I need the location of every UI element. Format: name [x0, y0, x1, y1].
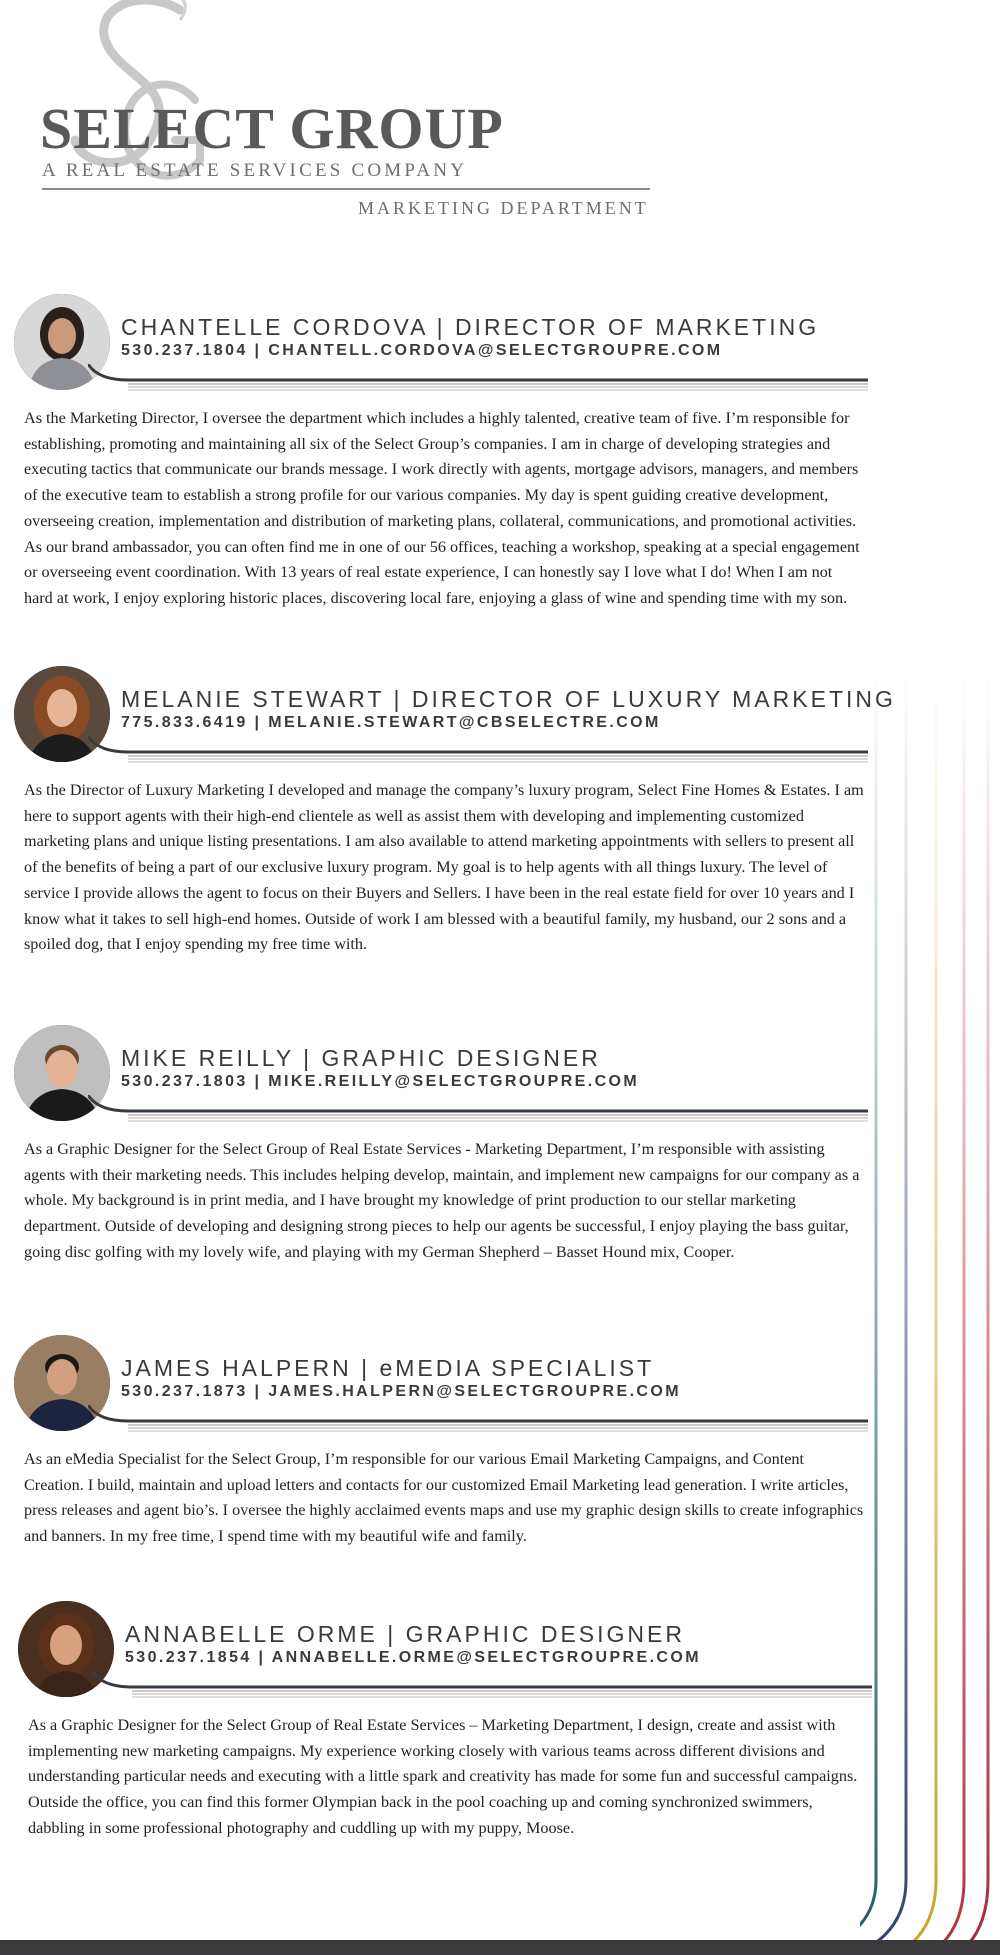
company-tagline: A REAL ESTATE SERVICES COMPANY	[42, 160, 468, 181]
staff-name-title: CHANTELLE CORDOVA | DIRECTOR OF MARKETING	[121, 314, 820, 340]
section-divider	[88, 736, 868, 768]
section-divider	[88, 364, 868, 396]
header-divider	[42, 188, 650, 190]
staff-contact: 775.833.6419 | MELANIE.STEWART@CBSELECTRE.COM	[121, 714, 661, 731]
company-logo	[0, 0, 700, 230]
staff-bio: As a Graphic Designer for the Select Group of Real Estate Services - Marketing Department, I’m responsible with assisting agents with their marketing needs. This includes helping develop, maintain, and implement new campaigns for our company as a whole. My background is in print media, and I have brought my knowledge of print production to our stellar marketing department. Outside of developing and designing strong pieces to help our agents be successful, I enjoy playing the bass guitar, going disc golfing with my lovely wife, and playing with my German Shepherd – Basset Hound mix, Cooper.	[24, 1140, 860, 1261]
company-name: SELECT GROUP	[40, 96, 504, 161]
staff-contact: 530.237.1804 | CHANTELL.CORDOVA@SELECTGROUPRE.COM	[121, 342, 723, 359]
staff-bio: As the Marketing Director, I oversee the department which includes a highly talented, creative team of five. I’m responsible for establishing, promoting and maintaining all six of the Select Group’s companies. I am in charge of developing strategies and executing tactics that communicate our brands message. I work directly with agents, mortgage advisors, managers, and members of the executive team to establish a strong profile for our various companies. My day is spent guiding creative development, overseeing creation, implementation and distribution of marketing plans, collateral, communications, and promotional activities. As our brand ambassador, you can often find me in one of our 56 offices, teaching a workshop, speaking at a special engagement or overseeing event coordination. With 13 years of real estate experience, I can honestly say I love what I do! When I am not hard at work, I enjoy exploring historic places, discovering local fare, enjoying a glass of wine and spending time with my son.	[24, 409, 860, 607]
staff-bio: As a Graphic Designer for the Select Group of Real Estate Services – Marketing Department, I design, create and assist with implementing new marketing campaigns. My experience working closely with various teams across different divisions and understanding particular needs and executing with a little spark and creativity has made for some fun and successful campaigns. Outside the office, you can find this former Olympian back in the pool coaching up and coming synchronized swimmers, dabbling in some professional photography and cuddling up with my puppy, Moose.	[28, 1716, 858, 1837]
staff-bio: As the Director of Luxury Marketing I developed and manage the company’s luxury program, Select Fine Homes & Estates. I am here to support agents with their high-end clientele as well as assist them with developing and implementing customized marketing plans and unique listing presentations. I am also available to attend marketing appointments with sellers to present all of the benefits of being a part of our exclusive luxury program. My goal is to help agents with all things luxury. The level of service I provide allows the agent to focus on their Buyers and Sellers. I have been in the real estate field for over 10 years and I know what it takes to sell high-end homes. Outside of work I am blessed with a beautiful family, my husband, our 2 sons and a spoiled dog, that I enjoy spending my free time with.	[24, 781, 864, 954]
decorative-stripes	[860, 670, 1000, 1955]
staff-name-title: JAMES HALPERN | eMEDIA SPECIALIST	[121, 1355, 655, 1381]
staff-contact: 530.237.1854 | ANNABELLE.ORME@SELECTGROUPRE.COM	[125, 1649, 701, 1666]
department-name: MARKETING DEPARTMENT	[358, 198, 649, 218]
staff-contact: 530.237.1803 | MIKE.REILLY@SELECTGROUPRE.COM	[121, 1073, 640, 1090]
section-divider	[88, 1095, 868, 1127]
staff-name-title: ANNABELLE ORME | GRAPHIC DESIGNER	[125, 1621, 685, 1647]
footer-bar	[0, 1940, 1000, 1955]
staff-name-title: MIKE REILLY | GRAPHIC DESIGNER	[121, 1045, 601, 1071]
staff-name-title: MELANIE STEWART | DIRECTOR OF LUXURY MARKETING	[121, 686, 896, 712]
section-divider	[88, 1405, 868, 1437]
staff-contact: 530.237.1873 | JAMES.HALPERN@SELECTGROUPRE.COM	[121, 1383, 681, 1400]
staff-bio: As an eMedia Specialist for the Select Group, I’m responsible for our various Email Marketing Campaigns, and Content Creation. I build, maintain and upload letters and contacts for our customized Email Marketing lead generation. I write articles, press releases and agent bio’s. I oversee the highly acclaimed events maps and use my graphic design skills to create infographics and banners. In my free time, I spend time with my beautiful wife and family.	[24, 1450, 864, 1546]
section-divider	[92, 1671, 872, 1703]
